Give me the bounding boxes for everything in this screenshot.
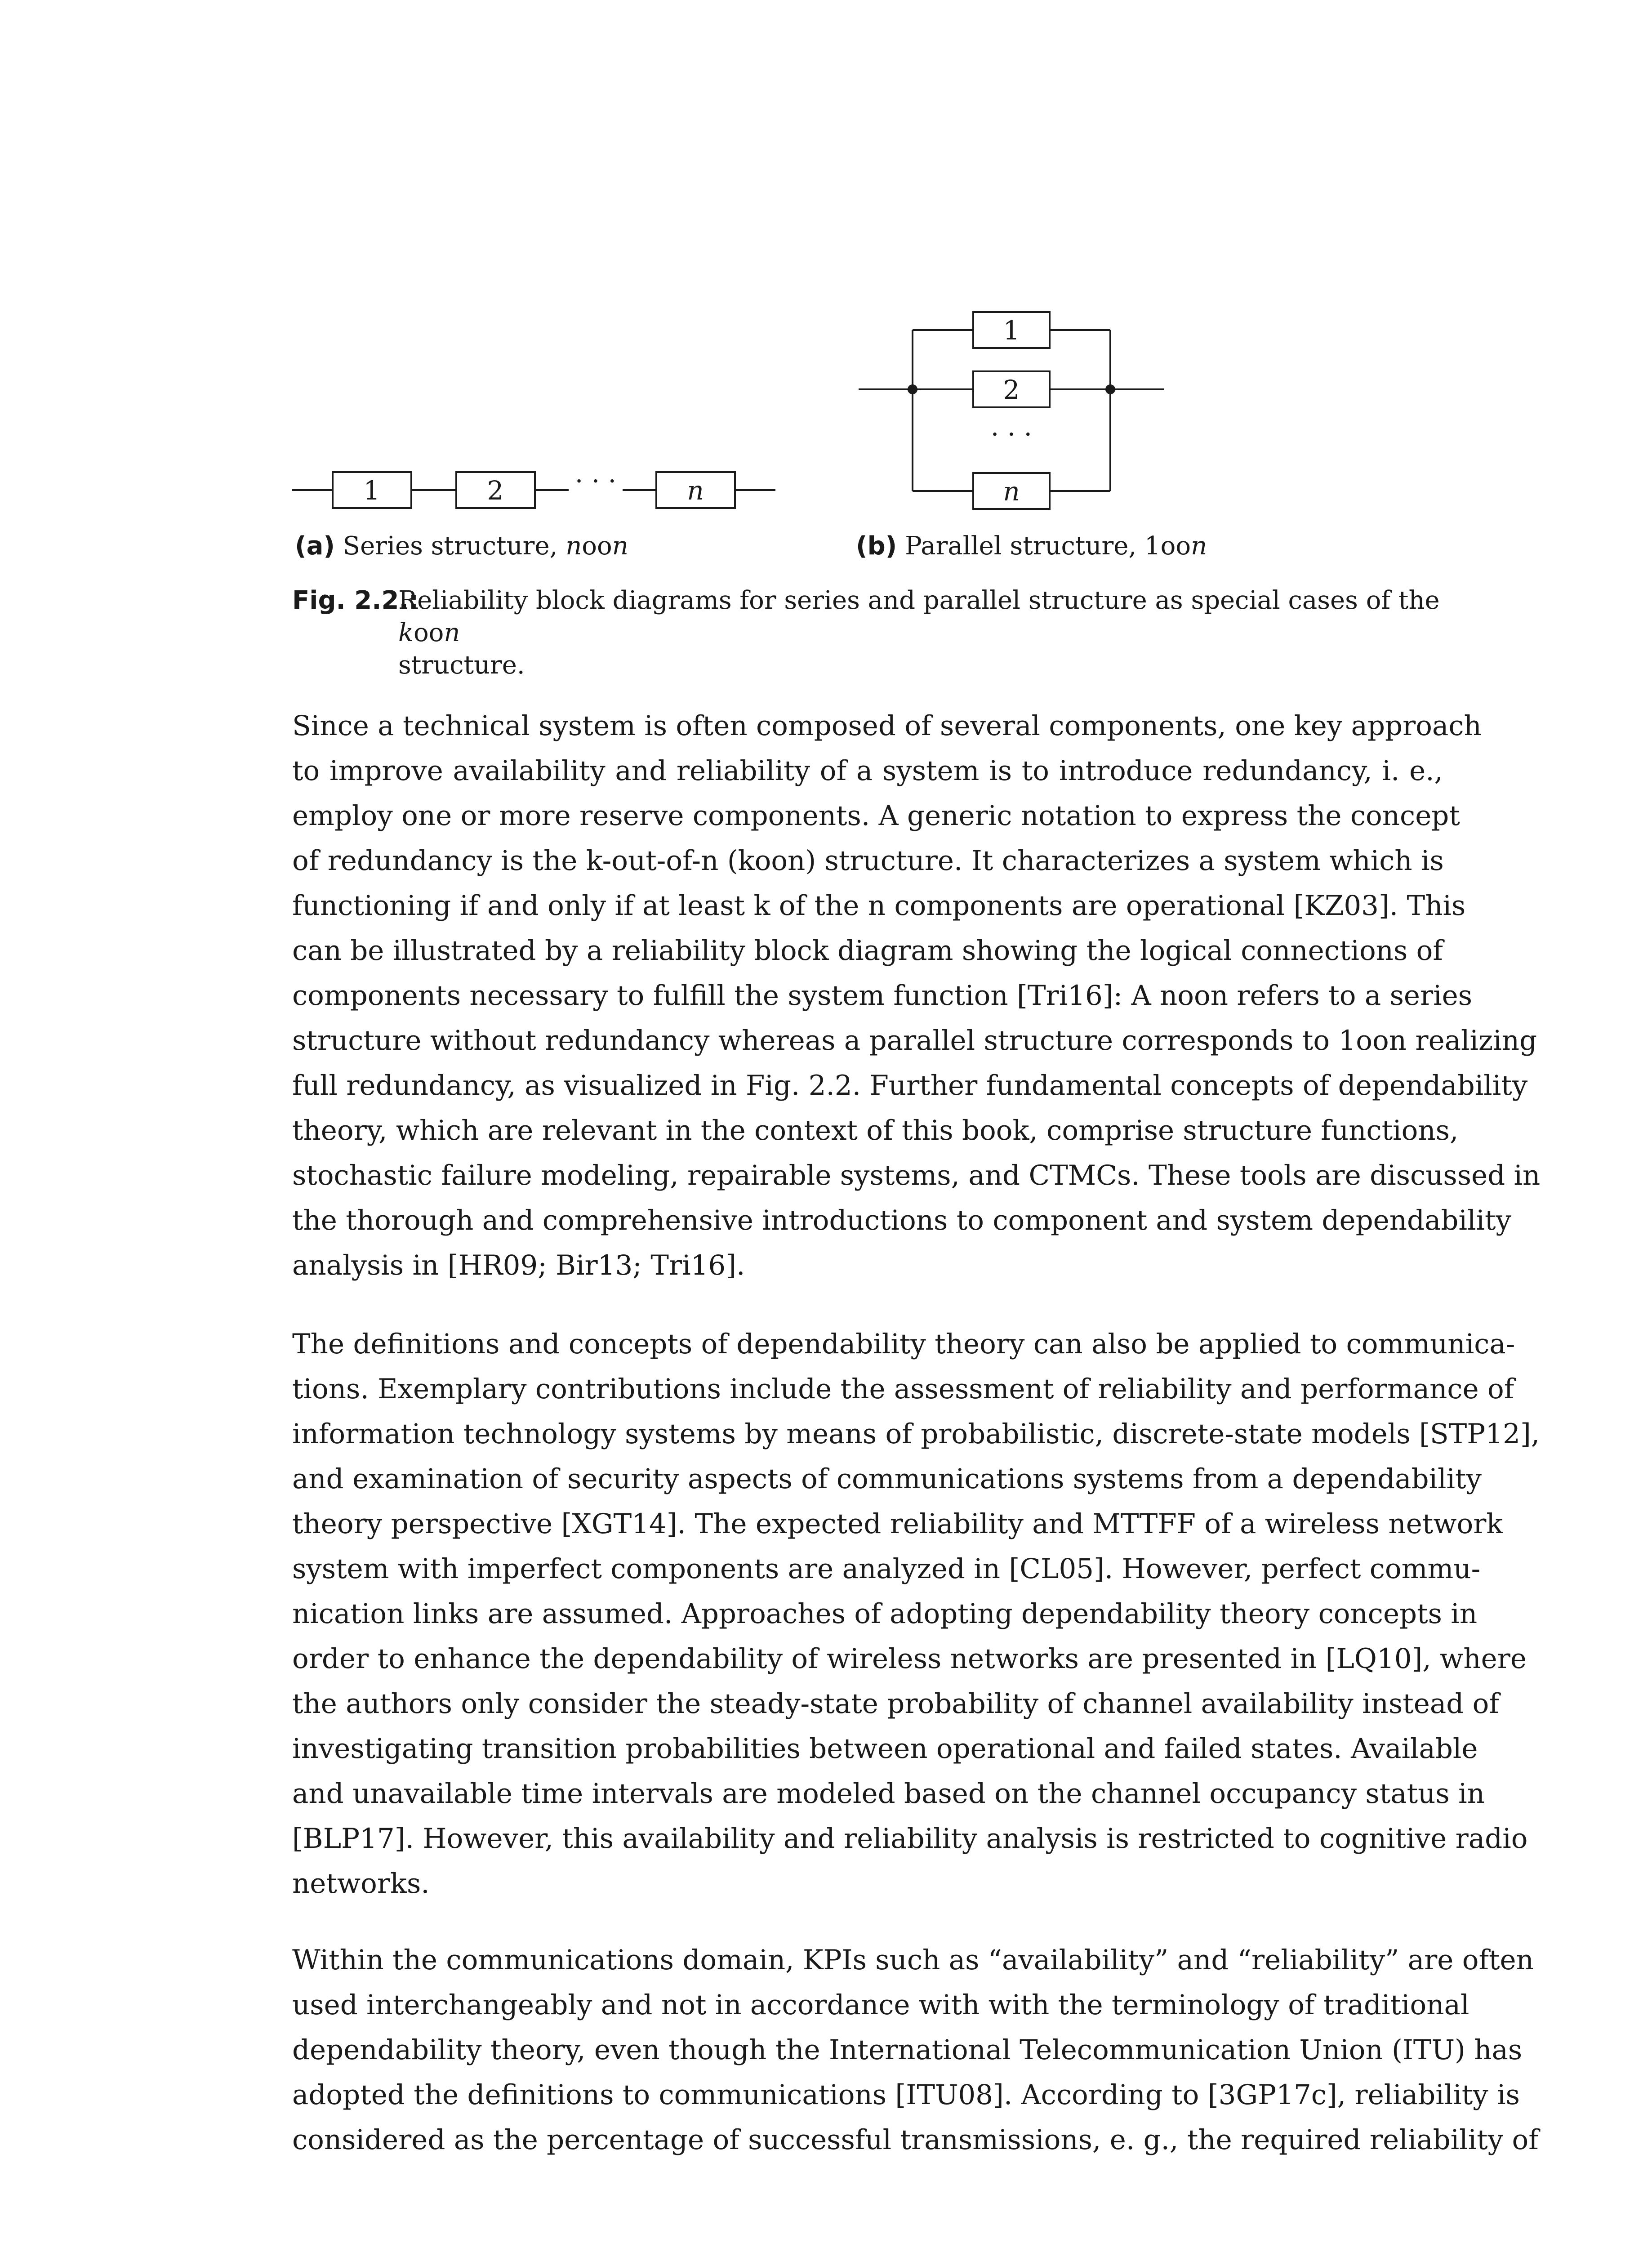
text-line: and unavailable time intervals are modeled based on the channel occupancy status in (292, 1778, 1485, 1810)
text-line: can be illustrated by a reliability block diagram showing the logical connections of (292, 935, 1443, 967)
series-box-n-label: n (687, 475, 704, 506)
figure-caption-part1: Reliability block diagrams for series and parallel structure as special cases of the (398, 586, 1440, 615)
parallel-box-2-label: 2 (1003, 375, 1020, 405)
text-line: stochastic failure modeling, repairable systems, and CTMCs. These tools are discussed in (292, 1160, 1541, 1191)
text-line: nication links are assumed. Approaches of adopting dependability theory concepts in (292, 1598, 1478, 1630)
text-line: tions. Exemplary contributions include the assessment of reliability and performance of (292, 1373, 1514, 1405)
text-line: theory, which are relevant in the context of this book, comprise structure functions, (292, 1115, 1459, 1146)
text-line: of redundancy is the k-out-of-n (koon) structure. It characterizes a system which is (292, 845, 1444, 877)
parallel-box-1-label: 1 (1003, 315, 1020, 346)
parallel-subcaption-text: Parallel structure, (905, 531, 1144, 561)
text-line: the authors only consider the steady-state probability of channel availability instead of (292, 1688, 1499, 1720)
text-line: Within the communications domain, KPIs such as “availability” and “reliability” are often (292, 1944, 1534, 1976)
text-line: full redundancy, as visualized in Fig. 2.2. Further fundamental concepts of dependability (292, 1070, 1528, 1102)
figure-caption-k: k (398, 618, 414, 647)
figure-caption-label: Fig. 2.2.: (292, 586, 419, 615)
paragraph-1 (292, 704, 1541, 1288)
parallel-subcaption-tag: (b) (856, 531, 897, 561)
text-line: components necessary to fulfill the system function [Tri16]: A noon refers to a series (292, 980, 1473, 1012)
parallel-box-n-label: n (1003, 476, 1020, 507)
figure-caption-part2: structure. (398, 651, 525, 680)
figure-caption-oo: oo (413, 618, 444, 647)
text-line: and examination of security aspects of communications systems from a dependability (292, 1463, 1482, 1495)
series-structure-diagram (288, 459, 782, 531)
series-subcaption-oo: oo (582, 531, 612, 561)
series-box-2-label: 2 (487, 475, 504, 506)
text-line: structure without redundancy whereas a parallel structure corresponds to 1oon realizing (292, 1025, 1537, 1057)
series-subcaption (295, 531, 628, 562)
text-line: investigating transition probabilities between operational and failed states. Available (292, 1733, 1478, 1765)
text-line: employ one or more reserve components. A generic notation to express the concept (292, 800, 1460, 832)
series-subcaption-tag: (a) (295, 531, 335, 561)
text-line: theory perspective [XGT14]. The expected reliability and MTTFF of a wireless network (292, 1508, 1503, 1540)
text-line: information technology systems by means of probabilistic, discrete-state models [STP12], (292, 1418, 1540, 1450)
figure-caption-text (398, 584, 1443, 682)
text-line: considered as the percentage of successful transmissions, e. g., the required reliability of (292, 2124, 1539, 2156)
text-line: to improve availability and reliability of a system is to introduce redundancy, i. e., (292, 755, 1443, 787)
paragraph-3 (292, 1938, 1539, 2163)
text-line: order to enhance the dependability of wireless networks are presented in [LQ10], where (292, 1643, 1527, 1675)
parallel-subcaption-n: n (1191, 531, 1207, 561)
series-box-1-label: 1 (363, 475, 380, 506)
text-line: the thorough and comprehensive introductions to component and system dependability (292, 1204, 1511, 1236)
text-line: adopted the definitions to communications [ITU08]. According to [3GP17c], reliability is (292, 2079, 1520, 2111)
series-subcaption-text: Series structure, (343, 531, 566, 561)
figure-caption-n: n (444, 618, 460, 647)
text-line: dependability theory, even though the International Telecommunication Union (ITU) has (292, 2034, 1523, 2066)
text-line: networks. (292, 1868, 430, 1900)
series-subcaption-n1: n (566, 531, 582, 561)
text-line: system with imperfect components are analyzed in [CL05]. However, perfect commu- (292, 1553, 1481, 1585)
text-line: The definitions and concepts of dependability theory can also be applied to communica- (292, 1328, 1515, 1360)
parallel-structure-diagram (854, 306, 1169, 522)
series-subcaption-n2: n (612, 531, 628, 561)
parallel-subcaption-1oo: 1oo (1144, 531, 1191, 561)
text-line: Since a technical system is often composed of several components, one key approach (292, 710, 1482, 742)
parallel-subcaption (856, 531, 1207, 562)
paragraph-2 (292, 1322, 1540, 1906)
text-line: used interchangeably and not in accordance with with the terminology of traditional (292, 1989, 1469, 2021)
series-ellipsis: · · · (574, 466, 617, 496)
text-line: functioning if and only if at least k of the n components are operational [KZ03]. This (292, 890, 1466, 922)
parallel-ellipsis: · · · (990, 419, 1033, 450)
text-line: [BLP17]. However, this availability and reliability analysis is restricted to cognitive radio (292, 1823, 1528, 1855)
text-line: analysis in [HR09; Bir13; Tri16]. (292, 1249, 745, 1281)
